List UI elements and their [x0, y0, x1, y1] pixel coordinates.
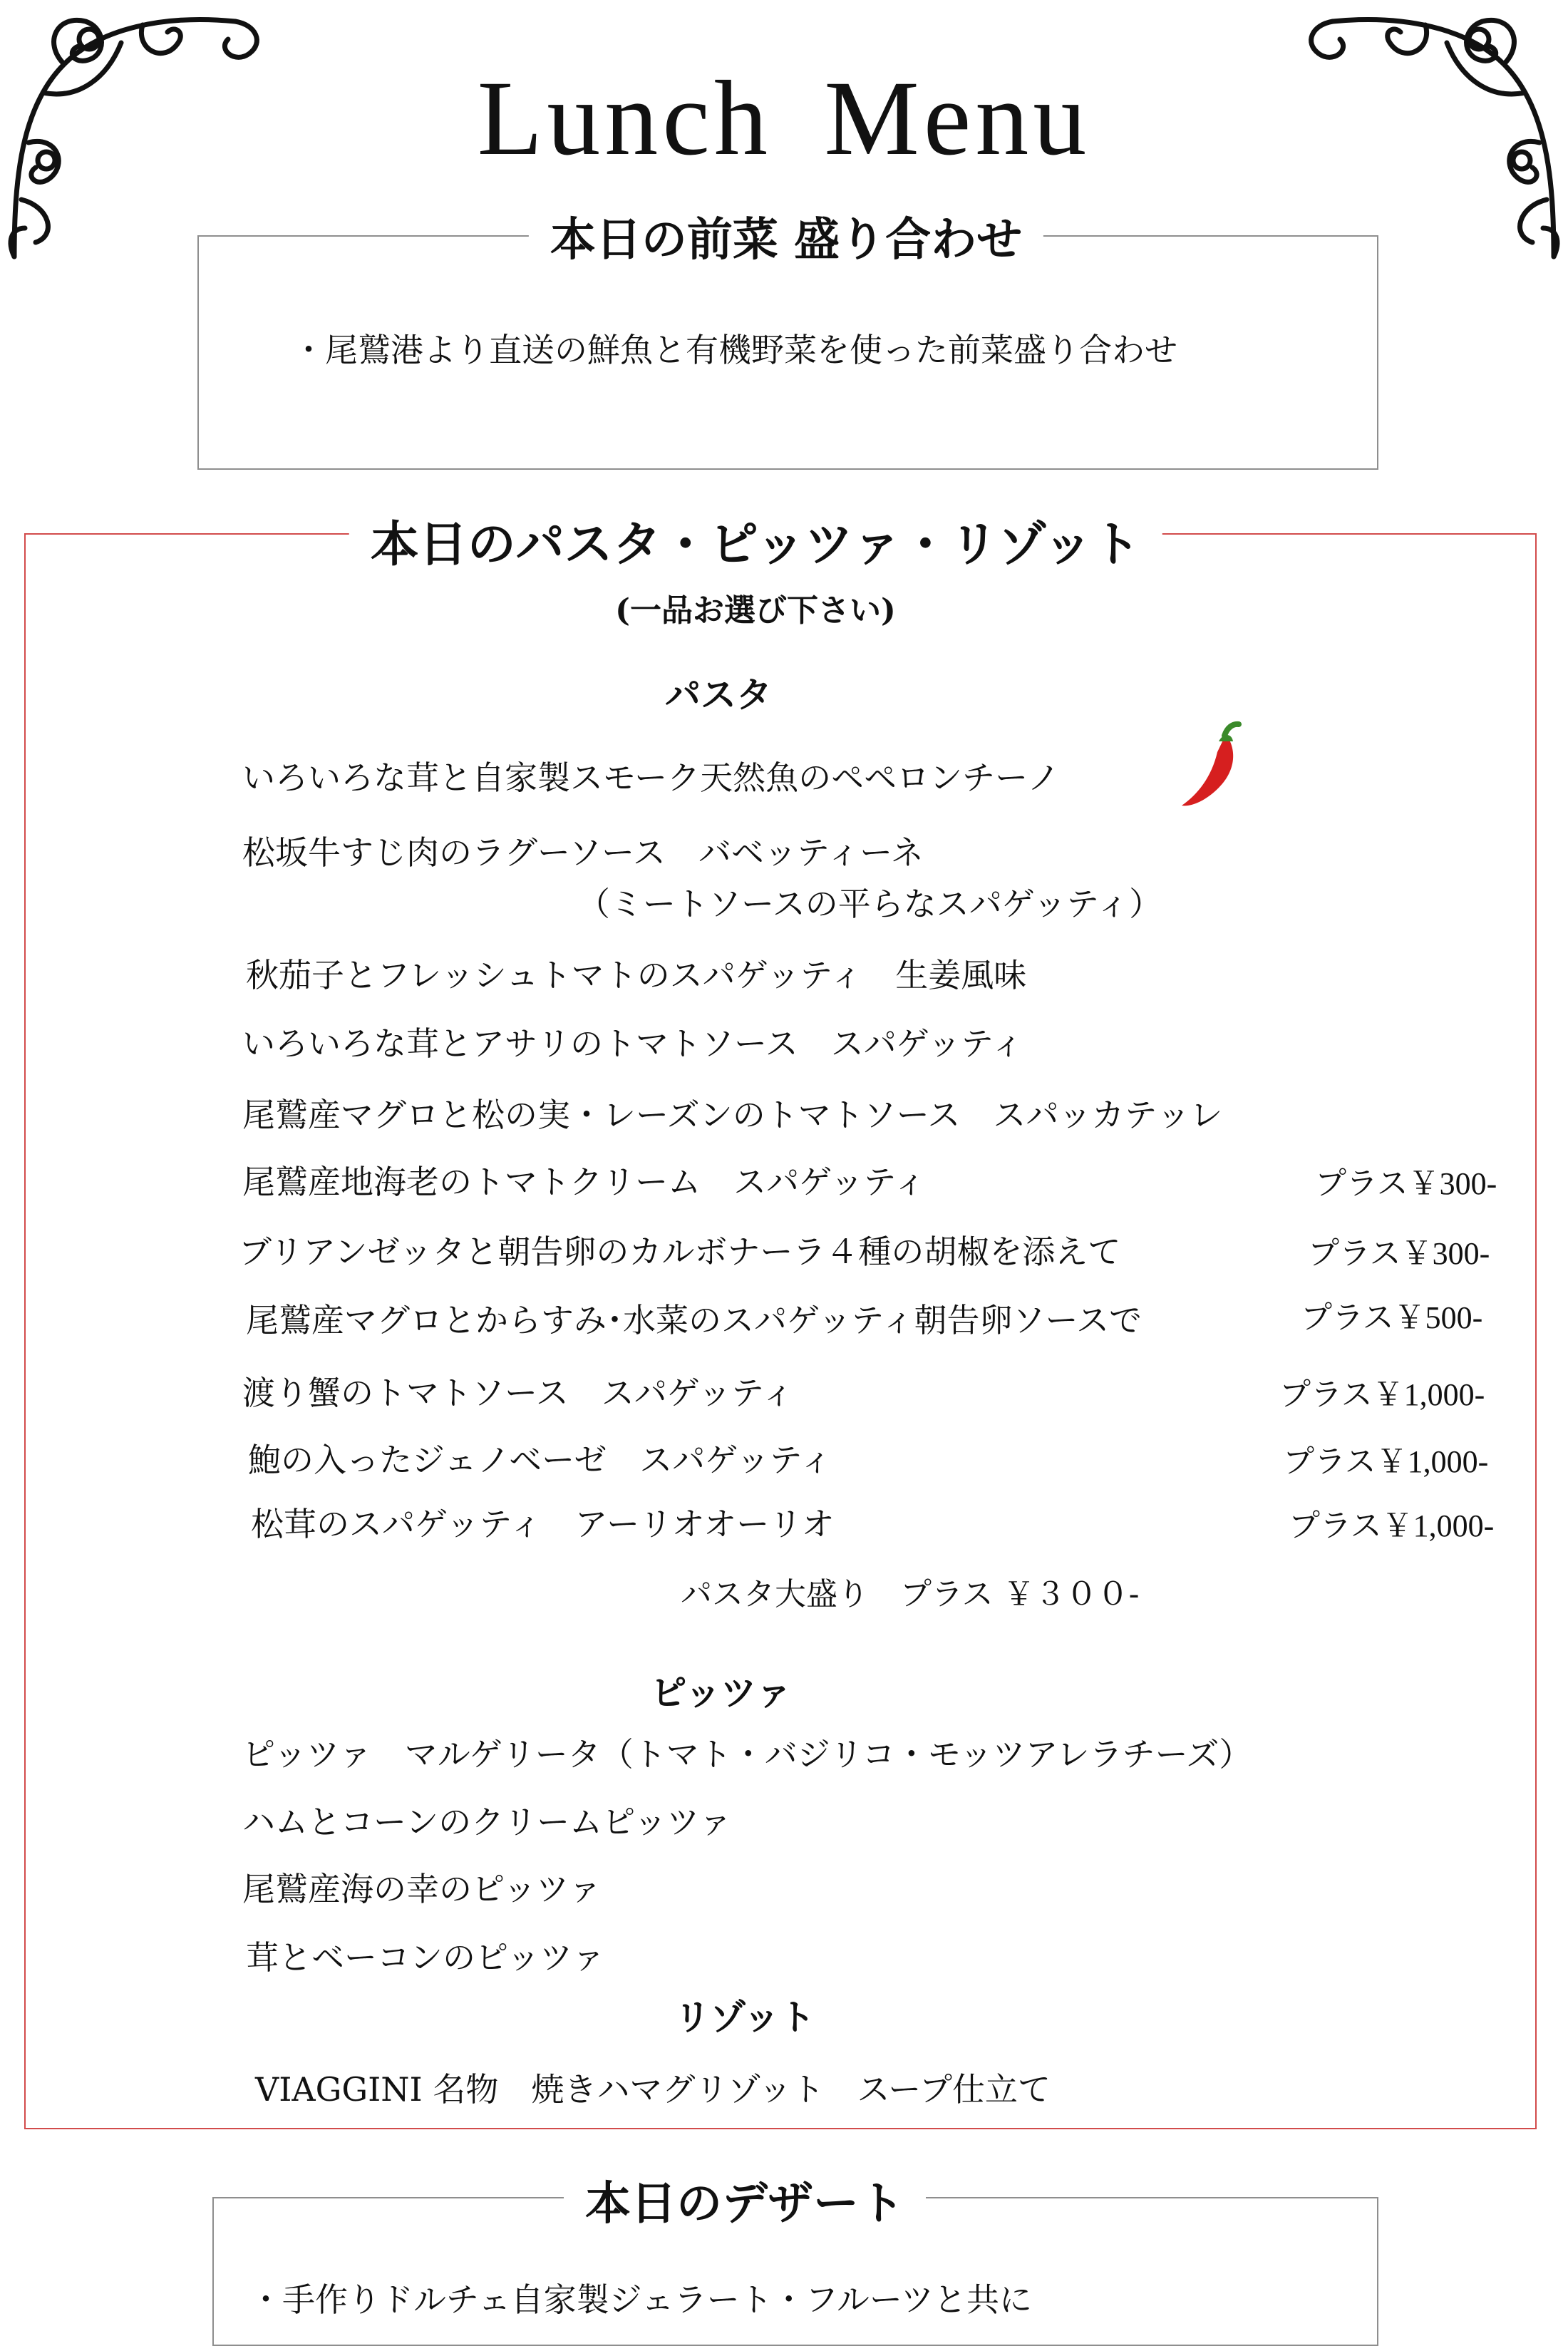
- list-item: 松坂牛すじ肉のラグーソース バベッティーネ: [242, 833, 924, 872]
- list-item: 尾鷲産マグロとからすみ･水菜のスパゲッティ朝告卵ソースで: [246, 1301, 1143, 1339]
- mains-heading: 本日のパスタ・ピッツァ・リゾット: [349, 506, 1162, 575]
- list-item: いろいろな茸と自家製スモーク天然魚のペペロンチーノ: [242, 758, 1061, 797]
- pizza-heading: ピッツァ: [651, 1672, 792, 1714]
- price: プラス￥300-: [1315, 1166, 1497, 1201]
- list-item: 茸とベーコンのピッツァ: [246, 1938, 605, 1977]
- list-item-note: （ミートソースの平らなスパゲッティ）: [577, 885, 1162, 923]
- dessert-heading: 本日のデザート: [564, 2167, 926, 2233]
- price: プラス￥300-: [1308, 1236, 1490, 1271]
- price: プラス￥1,000-: [1279, 1377, 1485, 1412]
- list-item: ブリアンゼッタと朝告卵のカルボナーラ４種の胡椒を添えて: [239, 1233, 1121, 1271]
- list-item: 秋茄子とフレッシュトマトのスパゲッティ 生姜風味: [246, 956, 1027, 994]
- pasta-heading: パスタ: [665, 674, 772, 716]
- price: プラス￥1,000-: [1283, 1444, 1489, 1479]
- list-item: VIAGGINI 名物 焼きハマグリゾット スープ仕立て: [255, 2070, 1051, 2109]
- price: プラス￥500-: [1301, 1300, 1483, 1335]
- list-item: 尾鷲産海の幸のピッツァ: [242, 1870, 602, 1908]
- dessert-item: ・手作りドルチェ自家製ジェラート・フルーツと共に: [249, 2280, 1033, 2319]
- list-item: 渡り蟹のトマトソース スパゲッティ: [242, 1374, 795, 1412]
- appetizer-heading: 本日の前菜 盛り合わせ: [529, 203, 1043, 269]
- appetizer-item: ・尾鷲港より直送の鮮魚と有機野菜を使った前菜盛り合わせ: [292, 331, 1177, 369]
- menu-title: Lunch Menu: [477, 59, 1091, 178]
- mains-note: (一品お選び下さい): [615, 592, 896, 629]
- list-item: 松茸のスパゲッティ アーリオオーリオ: [251, 1505, 835, 1543]
- list-item: 鮑の入ったジェノベーゼ スパゲッティ: [248, 1441, 832, 1479]
- risotto-heading: リゾット: [674, 1996, 815, 2038]
- list-item: ハムとコーンのクリームピッツァ: [242, 1803, 732, 1841]
- pasta-large-portion: パスタ大盛り プラス ￥３００-: [681, 1576, 1140, 1612]
- price: プラス￥1,000-: [1289, 1508, 1495, 1543]
- list-item: ピッツァ マルゲリータ（トマト・バジリコ・モッツアレラチーズ）: [242, 1735, 1252, 1774]
- list-item: 尾鷲産マグロと松の実・レーズンのトマトソース スパッカテッレ: [242, 1096, 1223, 1134]
- list-item: いろいろな茸とアサリのトマトソース スパゲッティ: [242, 1024, 1024, 1063]
- chili-pepper-icon: [1169, 720, 1247, 813]
- list-item: 尾鷲産地海老のトマトクリーム スパゲッティ: [242, 1163, 927, 1201]
